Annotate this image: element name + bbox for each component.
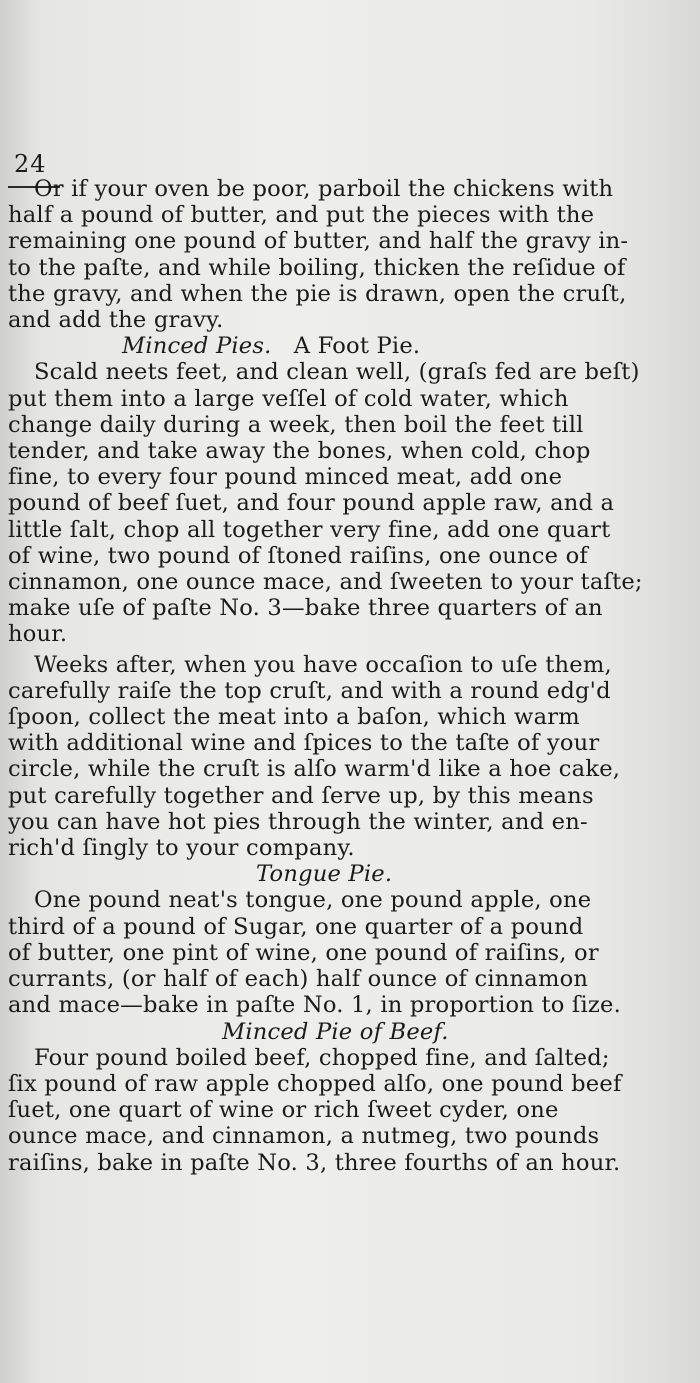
paragraph-chicken-pie-end — [8, 176, 629, 334]
text-line: ounce mace, and cinnamon, a nutmeg, two pounds — [8, 1123, 600, 1150]
text-line: of butter, one pint of wine, one pound of raiſins, or — [8, 939, 599, 966]
text-line: put carefully together and ſerve up, by this means — [8, 782, 594, 809]
paragraph-tongue-pie — [8, 887, 621, 1019]
text-line: half a pound of butter, and put the pieces with the — [8, 202, 595, 229]
text-line: Weeks after, when you have occaſion to uſe them, — [34, 651, 612, 678]
text-line: Scald neets feet, and clean well, (graſs fed are beſt) — [34, 359, 640, 386]
page-text — [8, 176, 643, 1176]
heading-plain: A Foot Pie. — [293, 333, 421, 360]
text-line: pound of beef ſuet, and four pound apple raw, and a — [8, 490, 615, 517]
text-line: make uſe of paſte No. 3—bake three quarters of an — [8, 595, 603, 622]
text-line: of wine, two pound of ſtoned raiſins, one ounce of — [8, 542, 588, 569]
text-line: One pound neat's tongue, one pound apple, one — [34, 887, 592, 914]
text-line: and add the gravy. — [8, 307, 224, 334]
text-line: to the paſte, and while boiling, thicken the reſidue of — [8, 254, 626, 281]
text-line: with additional wine and ſpices to the taſte of your — [8, 730, 600, 757]
text-line: ſix pound of raw apple chopped alſo, one pound beef — [8, 1070, 622, 1097]
heading-minced-pies — [8, 333, 608, 359]
text-line: hour. — [8, 621, 68, 648]
paragraph-minced-pie-of-beef — [8, 1044, 622, 1176]
heading-minced-pie-of-beef: Minced Pie of Beef. — [222, 1018, 449, 1045]
text-line: little ſalt, chop all together very fine, add one quart — [8, 516, 611, 543]
text-line: ſuet, one quart of wine or rich ſweet cyder, one — [8, 1097, 559, 1124]
text-line: fine, to every four pound minced meat, add one — [8, 464, 563, 491]
paragraph-foot-pie — [8, 359, 643, 648]
text-line: cinnamon, one ounce mace, and ſweeten to your taſte; — [8, 569, 643, 596]
text-line: raiſins, bake in paſte No. 3, three fourths of an hour. — [8, 1149, 621, 1176]
text-line: tender, and take away the bones, when cold, chop — [8, 438, 591, 465]
text-line: ſpoon, collect the meat into a baſon, which warm — [8, 704, 580, 731]
text-line: currants, (or half of each) half ounce of cinnamon — [8, 966, 589, 993]
text-line: rich'd ſingly to your company. — [8, 835, 355, 862]
paragraph-weeks-after — [8, 651, 621, 862]
text-line: third of a pound of Sugar, one quarter of a pound — [8, 913, 584, 940]
text-line: put them into a large veſſel of cold water, which — [8, 385, 569, 412]
text-line: remaining one pound of butter, and half the gravy in- — [8, 228, 629, 255]
text-line: you can have hot pies through the winter, and en- — [8, 808, 588, 835]
text-line: and mace—bake in paſte No. 1, in proportion to ſize. — [8, 992, 621, 1019]
text-line: Four pound boiled beef, chopped fine, and ſalted; — [34, 1044, 610, 1071]
text-line: circle, while the cruſt is alſo warm'd like a hoe cake, — [8, 756, 621, 783]
heading-italic: Minced Pies. — [122, 333, 272, 360]
text-line: change daily during a week, then boil the feet till — [8, 411, 584, 438]
text-line: the gravy, and when the pie is drawn, open the cruſt, — [8, 280, 627, 307]
text-line: carefully raiſe the top cruſt, and with a round edg'd — [8, 677, 611, 704]
text-line: Or if your oven be poor, parboil the chickens with — [34, 176, 614, 202]
page-number: 24 — [14, 150, 47, 178]
heading-tongue-pie: Tongue Pie. — [256, 861, 393, 888]
